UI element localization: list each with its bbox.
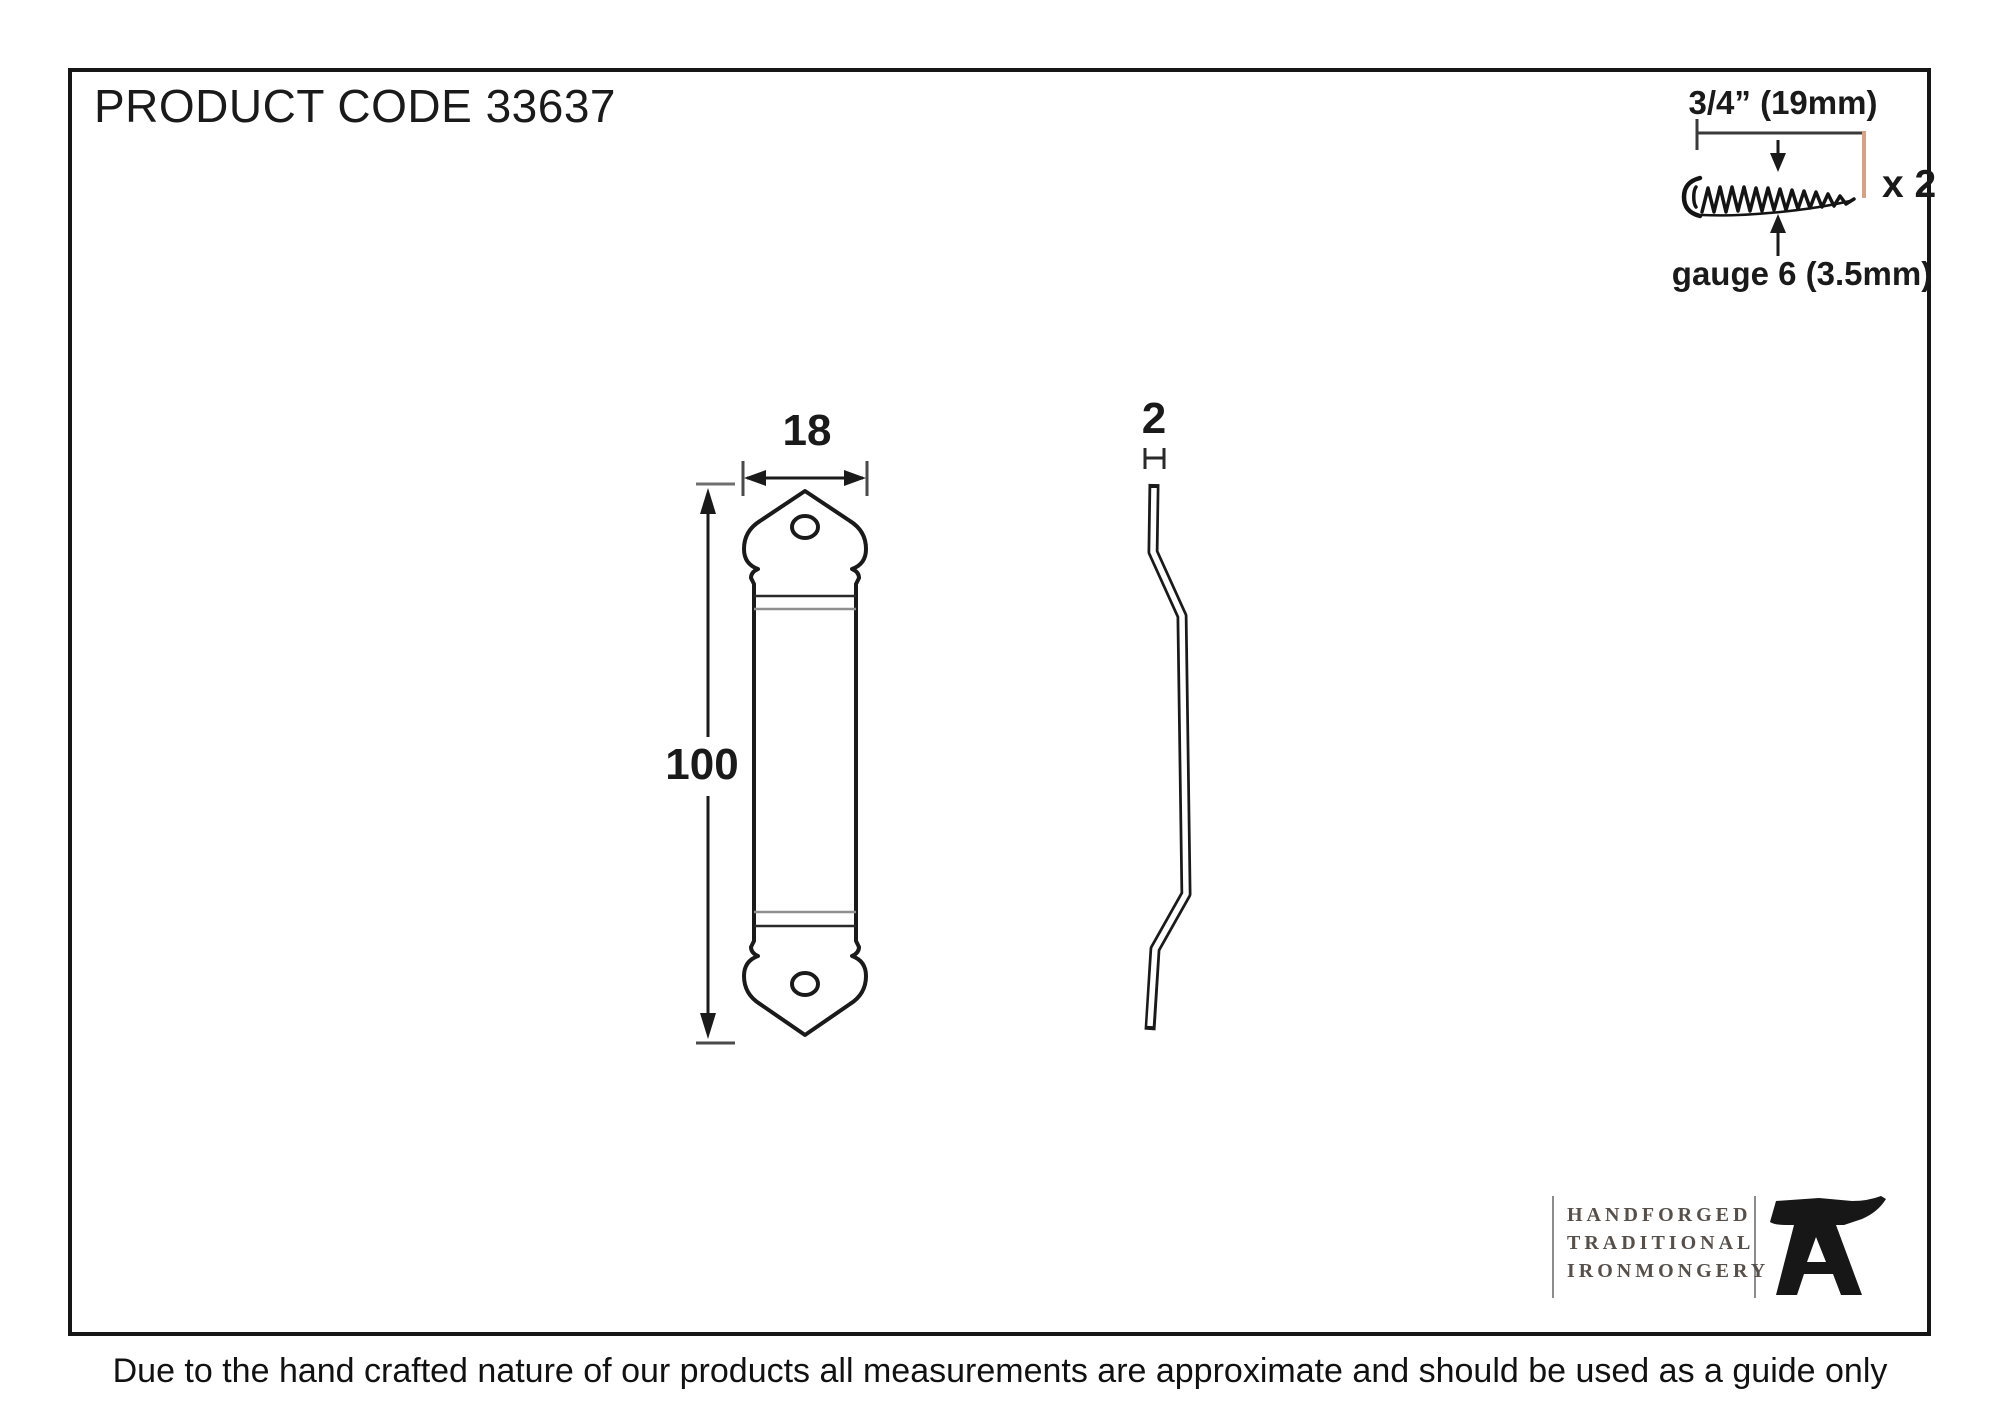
screw-threads: [1702, 187, 1854, 212]
plate-bottom-hole: [792, 973, 818, 995]
side-thickness-dimension: [1145, 448, 1164, 469]
plate-top-hole: [792, 516, 818, 538]
arrow-down-icon: [1770, 153, 1786, 172]
product-code-title: PRODUCT CODE 33637: [94, 80, 616, 132]
screw-quantity-label: x 2: [1882, 163, 1937, 206]
anvil-top: [1770, 1196, 1886, 1225]
arrow-down-icon: [700, 1013, 716, 1039]
screw-length-dimension: [1697, 119, 1864, 198]
arrow-up-icon: [700, 488, 716, 514]
logo-text-line2: TRADITIONAL: [1567, 1232, 1755, 1254]
logo-text-line3: IRONMONGERY: [1567, 1260, 1770, 1282]
arrow-up-icon: [1770, 214, 1786, 233]
disclaimer-text: Due to the hand crafted nature of our products all measurements are approximate and should be used as a guide only: [112, 1352, 1888, 1390]
anvil-body: [1776, 1225, 1862, 1295]
anvil-icon: [1770, 1196, 1886, 1295]
plate-outline: [744, 491, 866, 1035]
screw-gauge-pointer: [1770, 214, 1786, 256]
arrow-left-icon: [744, 470, 766, 486]
height-dimension-label: 100: [665, 740, 739, 789]
screw-gauge-label: gauge 6 (3.5mm): [1671, 255, 1933, 292]
thickness-dimension-label: 2: [1141, 394, 1167, 443]
plate-side-profile: [1150, 484, 1186, 1030]
logo-text-line1: HANDFORGED: [1567, 1204, 1752, 1226]
width-dimension-label: 18: [782, 406, 832, 455]
screw-length-label: 3/4” (19mm): [1688, 84, 1878, 121]
screw-head-slot: [1694, 187, 1696, 207]
screw-sketch: [1684, 178, 1854, 216]
arrow-right-icon: [844, 470, 866, 486]
plate-front-view: [744, 491, 866, 1035]
